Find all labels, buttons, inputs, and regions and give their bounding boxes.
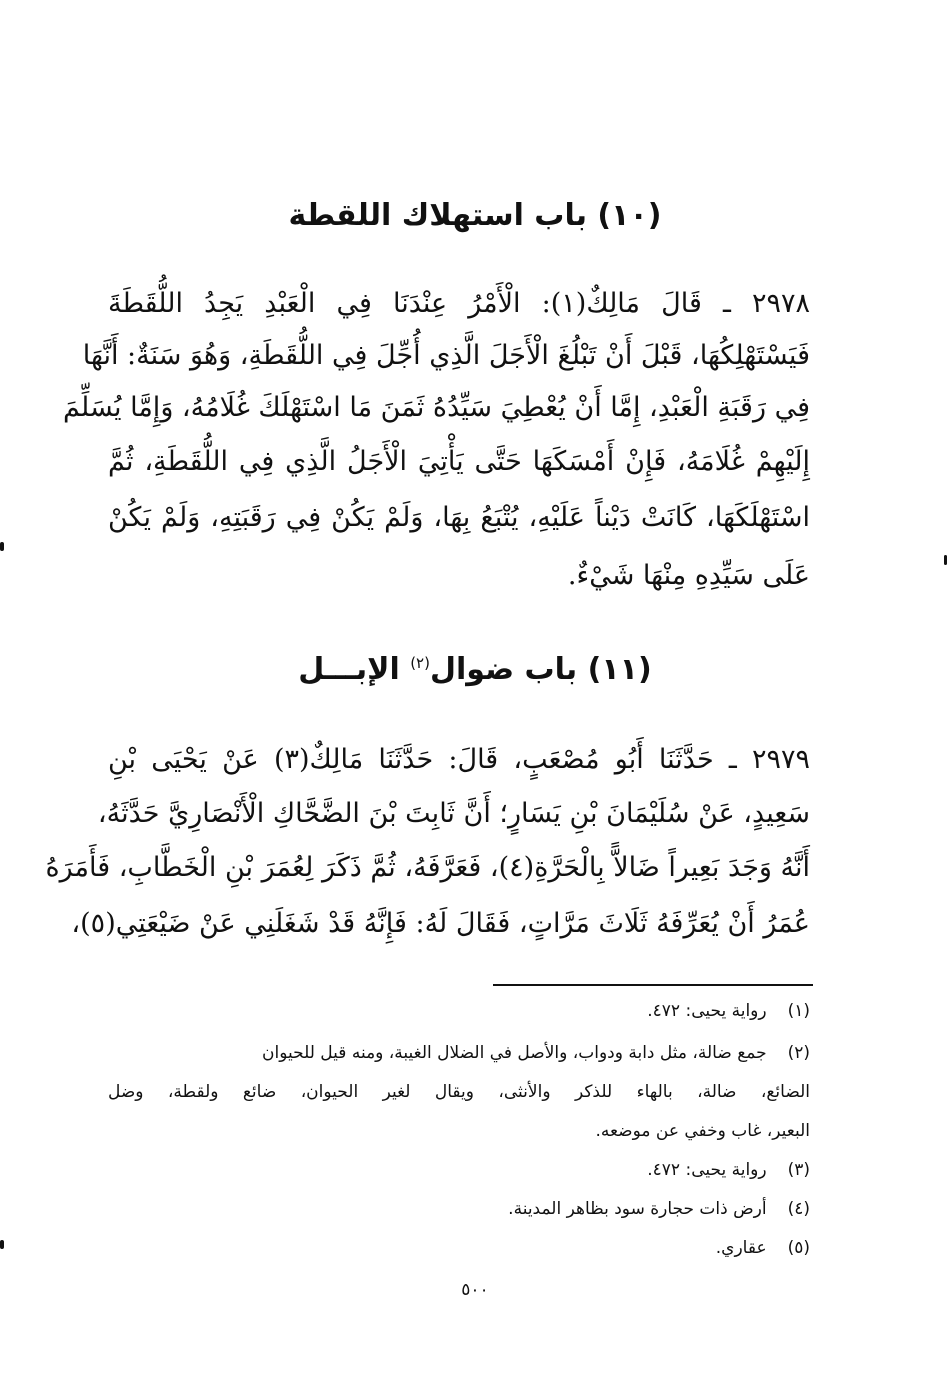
heading-text-end: الإبـــل (298, 652, 400, 687)
footnote-text: رواية يحيى: ٤٧٢. (647, 1160, 767, 1180)
footnote-4 (108, 1194, 810, 1224)
text-line: فِي رَقَبَةِ الْعَبْدِ، إِمَّا أَنْ يُعْطِيَ سَيِّدُهُ ثَمَنَ مَا اسْتَهْلَكَ غُلَامُهُ، وَإِمَّا يُسَلِّمَ (63, 392, 810, 423)
footnote-number: (١) (787, 1001, 810, 1021)
text-line: فَيَسْتَهْلِكُهَا، قَبْلَ أَنْ تَبْلُغَ الْأَجَلَ الَّذِي أُجِّلَ فِي اللُّقَطَةِ، وَهُوَ سَنَةٌ: أَنَّهَا (82, 340, 810, 371)
text-line: سَعِيدٍ، عَنْ سُلَيْمَانَ بْنِ يَسَارٍ؛ أَنَّ ثَابِتَ بْنَ الضَّحَّاكِ الْأَنْصَارِيَّ حَدَّثَهُ، (97, 798, 810, 829)
scan-mark (0, 542, 4, 551)
text-line: عَلَى سَيِّدِهِ مِنْهَا شَيْءٌ. (567, 560, 810, 591)
footnote-text: عقاري. (715, 1238, 767, 1258)
footnote-number: (٤) (787, 1199, 810, 1219)
footnote-marker: (٢) (410, 654, 430, 672)
footnote-number: (٣) (787, 1160, 810, 1180)
footnote-number: (٥) (787, 1238, 810, 1258)
text-line: ٢٩٧٨ ـ قَالَ مَالِكٌ(١): الْأَمْرُ عِنْدَنَا فِي الْعَبْدِ يَجِدُ اللُّقَطَةَ (108, 288, 810, 319)
footnote-number: (٢) (787, 1043, 810, 1063)
text-line: عُمَرُ أَنْ يُعَرِّفَهُ ثَلَاثَ مَرَّاتٍ، فَقَالَ لَهُ: فَإِنَّهُ قَدْ شَغَلَنِي عَنْ ضَيْعَتِي(٥)، (71, 908, 810, 939)
page-number: ٥٠٠ (461, 1280, 489, 1300)
footnote-text: رواية يحيى: ٤٧٢. (647, 1001, 767, 1021)
footnote-5 (108, 1233, 810, 1263)
text-line: ٢٩٧٩ ـ حَدَّثَنَا أَبُو مُصْعَبٍ، قَالَ: حَدَّثَنَا مَالِكٌ(٣) عَنْ يَحْيَى بْنِ (108, 744, 811, 775)
chapter-heading-10 (0, 196, 950, 236)
footnote-2 (108, 1038, 810, 1068)
footnote-2-continuation: الضائع، ضالة، بالهاء للذكر والأنثى، ويقال لغير الحيوان، ضائع ولقطة، وضل (108, 1082, 810, 1102)
scan-mark (0, 1240, 4, 1249)
text-line: أَنَّهُ وَجَدَ بَعِيراً ضَالاًّ بِالْحَرَّةِ(٤)، فَعَرَّفَهُ، ثُمَّ ذَكَرَ لِعُمَرَ بْنِ الْخَطَّابِ، فَأَمَرَهُ (45, 852, 810, 883)
footnote-text: جمع ضالة، مثل دابة ودواب، والأصل في الضلال الغيبة، ومنه قيل للحيوان (261, 1043, 767, 1063)
footnote-1 (108, 996, 810, 1026)
text-line: إِلَيْهِمْ غُلَامَهُ، فَإِنْ أَمْسَكَهَا حَتَّى يَأْتِيَ الْأَجَلُ الَّذِي فِي اللُّقَطَةِ، ثُمَّ (108, 446, 810, 477)
scan-mark (944, 555, 947, 565)
text-line: اسْتَهْلَكَهَا، كَانَتْ دَيْناً عَلَيْهِ، يُتْبَعُ بِهَا، وَلَمْ يَكُنْ فِي رَقَبَتِهِ، وَلَمْ يَكُنْ (108, 502, 810, 533)
footnote-text: أرض ذات حجارة سود بظاهر المدينة. (508, 1199, 767, 1219)
footnote-3 (108, 1155, 810, 1185)
chapter-heading-11 (0, 650, 950, 690)
heading-text: (١٠) باب استهلاك اللقطة (288, 198, 662, 233)
heading-text: (١١) باب ضوال (429, 652, 652, 687)
footnote-2-continuation: البعير، غاب وخفي عن موضعه. (595, 1121, 810, 1141)
footnote-divider (493, 984, 813, 986)
